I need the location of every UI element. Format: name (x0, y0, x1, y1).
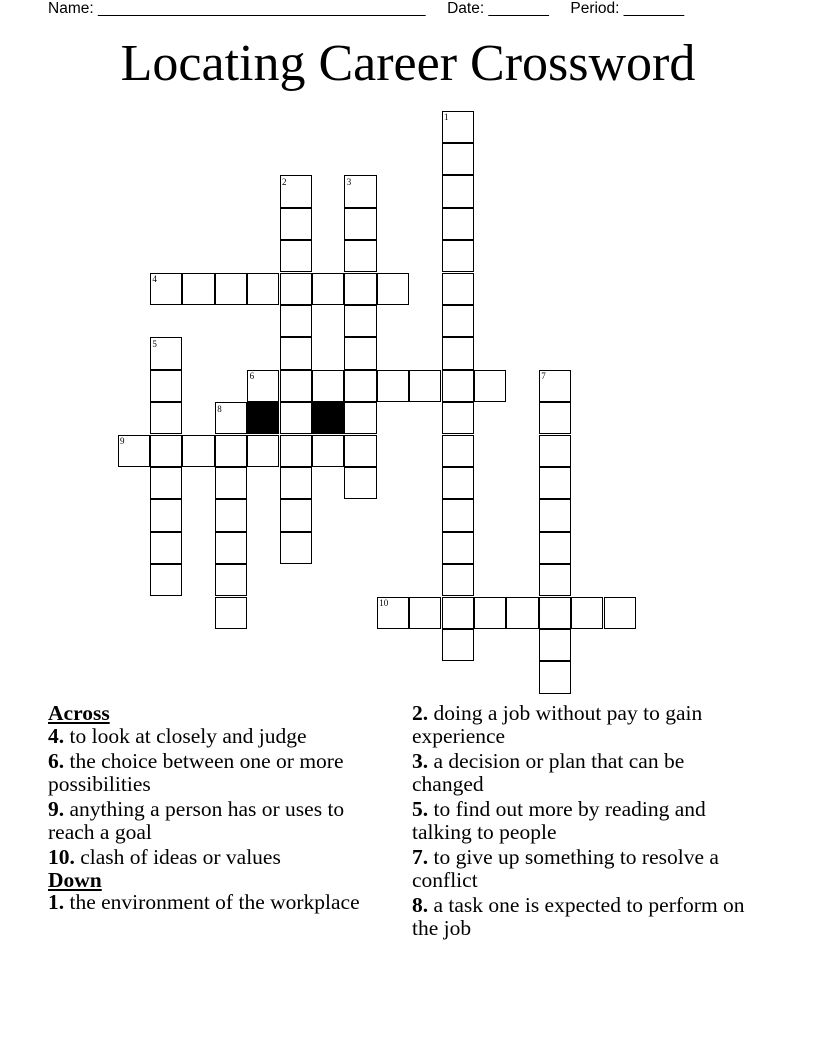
grid-cell[interactable] (506, 597, 538, 629)
grid-cell[interactable] (215, 532, 247, 564)
grid-cell[interactable] (150, 564, 182, 596)
clues-right-column (412, 702, 752, 942)
grid-cell[interactable] (442, 240, 474, 272)
grid-cell[interactable] (344, 337, 376, 369)
clue-number: 6. (48, 749, 65, 773)
grid-cell[interactable] (247, 435, 279, 467)
clue-across-9 (48, 798, 378, 843)
grid-cell[interactable] (215, 499, 247, 531)
grid-cell[interactable] (280, 175, 312, 207)
grid-cell[interactable] (215, 435, 247, 467)
grid-cell[interactable] (442, 208, 474, 240)
grid-cell[interactable] (215, 273, 247, 305)
grid-cell[interactable] (344, 467, 376, 499)
clue-text: the choice between one or more possibilities (48, 749, 344, 796)
grid-cell[interactable] (442, 499, 474, 531)
grid-cell[interactable] (344, 175, 376, 207)
clue-number: 8. (412, 893, 429, 917)
grid-cell[interactable] (604, 597, 636, 629)
clue-text: the environment of the workplace (69, 890, 360, 914)
cell-number: 9 (120, 436, 125, 446)
clue-number: 7. (412, 845, 429, 869)
grid-cell[interactable] (280, 532, 312, 564)
grid-cell[interactable] (474, 370, 506, 402)
clue-text: to look at closely and judge (69, 723, 307, 748)
cell-number: 3 (346, 176, 352, 187)
across-heading: Across (48, 701, 110, 725)
grid-cell[interactable] (442, 111, 474, 143)
grid-cell[interactable] (409, 370, 441, 402)
grid-cell[interactable] (539, 564, 571, 596)
clue-number: 2. (412, 701, 429, 725)
cell-number: 6 (249, 371, 255, 382)
cell-number: 10 (379, 598, 389, 608)
cell-number: 5 (152, 338, 157, 349)
cell-number: 7 (541, 371, 546, 382)
grid-cell[interactable] (118, 435, 150, 467)
clue-number: 5. (412, 797, 429, 821)
clue-down-3 (412, 750, 752, 795)
grid-cell[interactable] (344, 305, 376, 337)
grid-cell[interactable] (409, 597, 441, 629)
grid-cell[interactable] (539, 597, 571, 629)
grid-cell[interactable] (539, 661, 571, 693)
clue-number: 10. (48, 845, 75, 869)
black-cell (312, 402, 344, 434)
clue-down-1 (48, 891, 378, 914)
clue-down-5 (412, 798, 752, 843)
grid-cell[interactable] (442, 435, 474, 467)
grid-cell[interactable] (539, 467, 571, 499)
grid-cell[interactable] (247, 370, 279, 402)
clue-across-10 (48, 846, 378, 869)
cell-number: 4 (152, 274, 157, 284)
grid-cell[interactable] (150, 435, 182, 467)
period-label: Period: (570, 0, 620, 17)
grid-cell[interactable] (215, 402, 247, 434)
clue-text: doing a job without pay to gain experience (412, 701, 703, 748)
grid-cell[interactable] (344, 435, 376, 467)
grid-cell[interactable] (344, 402, 376, 434)
clue-down-2 (412, 702, 752, 747)
grid-cell[interactable] (539, 629, 571, 661)
cell-number: 2 (282, 176, 287, 187)
grid-cell[interactable] (280, 273, 312, 305)
grid-cell[interactable] (280, 305, 312, 337)
grid-cell[interactable] (442, 402, 474, 434)
clue-number: 3. (412, 749, 429, 773)
grid-cell[interactable] (442, 564, 474, 596)
grid-cell[interactable] (442, 175, 474, 207)
clue-text: a decision or plan that can be changed (412, 749, 685, 796)
grid-cell[interactable] (280, 337, 312, 369)
grid-cell[interactable] (377, 597, 409, 629)
date-blank[interactable]: _______ (488, 0, 549, 17)
grid-cell[interactable] (344, 240, 376, 272)
grid-cell[interactable] (442, 337, 474, 369)
grid-cell[interactable] (344, 208, 376, 240)
grid-cell[interactable] (280, 499, 312, 531)
cell-number: 1 (444, 112, 449, 122)
grid-cell[interactable] (442, 532, 474, 564)
grid-cell[interactable] (312, 273, 344, 305)
clue-down-7 (412, 846, 752, 891)
clue-across-4 (48, 725, 378, 748)
grid-cell[interactable] (280, 467, 312, 499)
date-label: Date: (447, 0, 485, 17)
grid-cell[interactable] (215, 597, 247, 629)
cell-number: 8 (217, 403, 222, 414)
black-cell (247, 402, 279, 434)
grid-cell[interactable] (215, 467, 247, 499)
grid-cell[interactable] (150, 499, 182, 531)
clue-text: a task one is expected to perform on the job (412, 893, 745, 940)
page-title: Locating Career Crossword (120, 35, 696, 92)
grid-cell[interactable] (280, 435, 312, 467)
grid-cell[interactable] (312, 435, 344, 467)
grid-cell[interactable] (539, 532, 571, 564)
grid-cell[interactable] (150, 467, 182, 499)
grid-cell[interactable] (182, 273, 214, 305)
grid-cell[interactable] (442, 597, 474, 629)
grid-cell[interactable] (215, 564, 247, 596)
grid-cell[interactable] (247, 273, 279, 305)
grid-cell[interactable] (442, 467, 474, 499)
grid-cell[interactable] (474, 597, 506, 629)
clue-text: to give up something to resolve a conflict (412, 845, 719, 892)
grid-cell[interactable] (280, 208, 312, 240)
name-blank[interactable]: ______________________________________ (97, 0, 426, 17)
name-label: Name: (48, 0, 94, 17)
grid-cell[interactable] (150, 402, 182, 434)
clue-down-8 (412, 894, 752, 939)
clues-left-column (48, 702, 378, 917)
grid-cell[interactable] (312, 370, 344, 402)
grid-cell[interactable] (182, 435, 214, 467)
grid-cell[interactable] (150, 337, 182, 369)
grid-cell[interactable] (539, 499, 571, 531)
clue-text: clash of ideas or values (80, 845, 281, 869)
clue-number: 1. (48, 890, 65, 914)
clue-number: 9. (48, 797, 65, 821)
clue-across-6 (48, 750, 378, 795)
grid-cell[interactable] (539, 402, 571, 434)
clue-text: to find out more by reading and talking to people (412, 797, 706, 844)
grid-cell[interactable] (280, 240, 312, 272)
grid-cell[interactable] (442, 143, 474, 175)
grid-cell[interactable] (280, 370, 312, 402)
grid-cell[interactable] (571, 597, 603, 629)
grid-cell[interactable] (442, 273, 474, 305)
down-heading: Down (48, 867, 102, 892)
grid-cell[interactable] (150, 532, 182, 564)
grid-cell[interactable] (280, 402, 312, 434)
grid-cell[interactable] (442, 305, 474, 337)
grid-cell[interactable] (150, 370, 182, 402)
grid-cell[interactable] (539, 435, 571, 467)
grid-cell[interactable] (150, 273, 182, 305)
clue-text: anything a person has or uses to reach a goal (48, 797, 345, 844)
grid-cell[interactable] (377, 273, 409, 305)
grid-cell[interactable] (442, 629, 474, 661)
grid-cell[interactable] (539, 370, 571, 402)
clue-number: 4. (48, 723, 65, 748)
grid-cell[interactable] (377, 370, 409, 402)
grid-cell[interactable] (442, 370, 474, 402)
grid-cell[interactable] (344, 370, 376, 402)
period-blank[interactable]: _______ (623, 0, 685, 17)
grid-cell[interactable] (344, 273, 376, 305)
